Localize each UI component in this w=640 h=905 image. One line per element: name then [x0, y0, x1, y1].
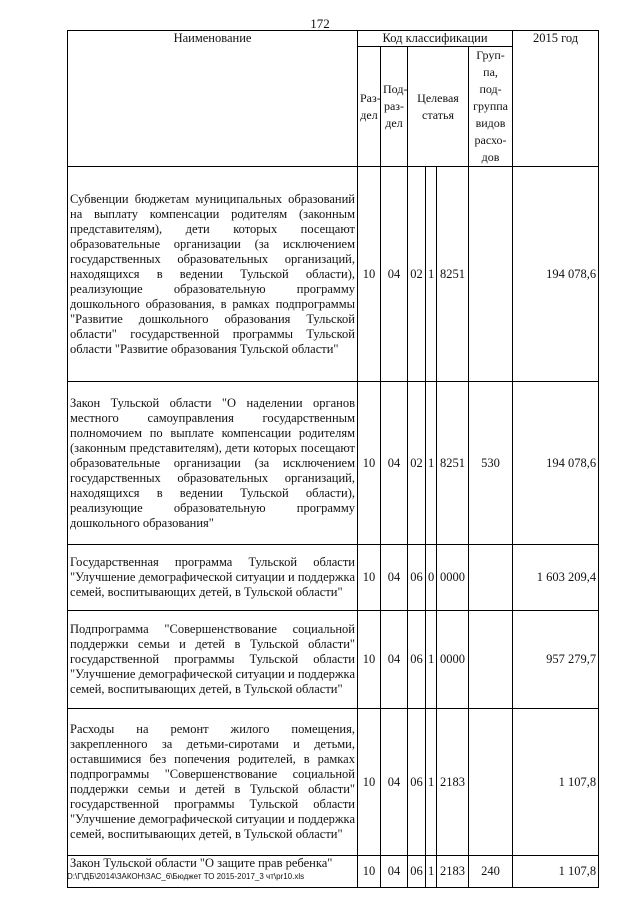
row-target-2: 1: [426, 611, 437, 709]
row-name: Субвенции бюджетам муниципальных образований на выплату компенсации родителям (законным представителям), дети которых посещают образовательные организации (за исключением государственных образовательных организаций, находящихся в ведении Тульской области), реализующие образовательную программу дошкольного образования, в рамках подпрограммы "Развитие дошкольного образования Тульской области" государственной программы Тульской области "Развитие образования Тульской области": [68, 167, 358, 382]
row-target-3: 2183: [437, 856, 469, 888]
row-name: Закон Тульской области "О защите прав ребенка": [68, 856, 358, 888]
table-row: [68, 709, 599, 856]
row-group: 530: [469, 382, 513, 545]
row-target-3: 8251: [437, 382, 469, 545]
row-target-3: 0000: [437, 611, 469, 709]
row-name: Подпрограмма "Совершенствование социальной поддержки семьи и детей в Тульской области" государственной программы Тульской области "Улучшение демографической ситуации и поддержка семей, воспитывающих детей, в Тульской области": [68, 611, 358, 709]
row-razdel: 10: [358, 382, 381, 545]
header-target: Целевая статья: [408, 47, 469, 167]
row-amount: 1 107,8: [513, 856, 599, 888]
row-amount: 1 107,8: [513, 709, 599, 856]
row-razdel: 10: [358, 709, 381, 856]
row-group: [469, 167, 513, 382]
page-number: 172: [310, 16, 330, 31]
row-name: Расходы на ремонт жилого помещения, закрепленного за детьми-сиротами и детьми, оставшимися без попечения родителей, в рамках подпрограммы "Совершенствование социальной поддержки семьи и детей в Тульской области" государственной программы Тульской области "Улучшение демографической ситуации и поддержка семей, воспитывающих детей, в Тульской области": [68, 709, 358, 856]
header-name: Наименование: [68, 31, 358, 167]
row-razdel: 10: [358, 167, 381, 382]
row-podrazdel: 04: [381, 709, 408, 856]
row-target-2: 1: [426, 382, 437, 545]
row-amount: 1 603 209,4: [513, 545, 599, 611]
row-group: [469, 709, 513, 856]
header-classification: Код классификации: [358, 31, 513, 47]
row-target-1: 06: [408, 545, 426, 611]
table-row: [68, 611, 599, 709]
row-podrazdel: 04: [381, 856, 408, 888]
budget-table: [67, 30, 599, 888]
row-name: Государственная программа Тульской области "Улучшение демографической ситуации и поддержка семей, воспитывающих детей, в Тульской области": [68, 545, 358, 611]
row-target-1: 02: [408, 167, 426, 382]
header-group: Груп-па, под-группа видов расхо-дов: [469, 47, 513, 167]
row-target-1: 06: [408, 856, 426, 888]
file-path-footer: D:\Г\ДБ\2014\ЗАКОН\ЗАС_6\Бюджет ТО 2015-2017_3 чт\pr10.xls: [67, 872, 305, 881]
table-row: [68, 167, 599, 382]
row-podrazdel: 04: [381, 545, 408, 611]
row-amount: 194 078,6: [513, 382, 599, 545]
row-target-2: 0: [426, 545, 437, 611]
row-target-1: 06: [408, 611, 426, 709]
row-razdel: 10: [358, 611, 381, 709]
row-podrazdel: 04: [381, 382, 408, 545]
table-row: [68, 545, 599, 611]
row-target-3: 0000: [437, 545, 469, 611]
header-razdel: Раз-дел: [358, 47, 381, 167]
row-target-2: 1: [426, 167, 437, 382]
row-razdel: 10: [358, 856, 381, 888]
row-podrazdel: 04: [381, 167, 408, 382]
row-name: Закон Тульской области "О наделении органов местного самоуправления государственным полномочием по выплате компенсации родителям (законным представителям), дети которых посещают образовательные организации (за исключением государственных образовательных организаций, находящихся в ведении Тульской области), реализующие образовательную программу дошкольного образования": [68, 382, 358, 545]
row-podrazdel: 04: [381, 611, 408, 709]
table-row: [68, 382, 599, 545]
row-target-3: 2183: [437, 709, 469, 856]
header-row-1: [68, 31, 599, 47]
row-target-3: 8251: [437, 167, 469, 382]
row-amount: 957 279,7: [513, 611, 599, 709]
row-target-1: 02: [408, 382, 426, 545]
row-group: 240: [469, 856, 513, 888]
row-amount: 194 078,6: [513, 167, 599, 382]
header-podrazdel: Под-раз-дел: [381, 47, 408, 167]
row-target-2: 1: [426, 856, 437, 888]
row-group: [469, 611, 513, 709]
row-razdel: 10: [358, 545, 381, 611]
row-target-2: 1: [426, 709, 437, 856]
row-group: [469, 545, 513, 611]
row-target-1: 06: [408, 709, 426, 856]
header-year: 2015 год: [513, 31, 599, 167]
